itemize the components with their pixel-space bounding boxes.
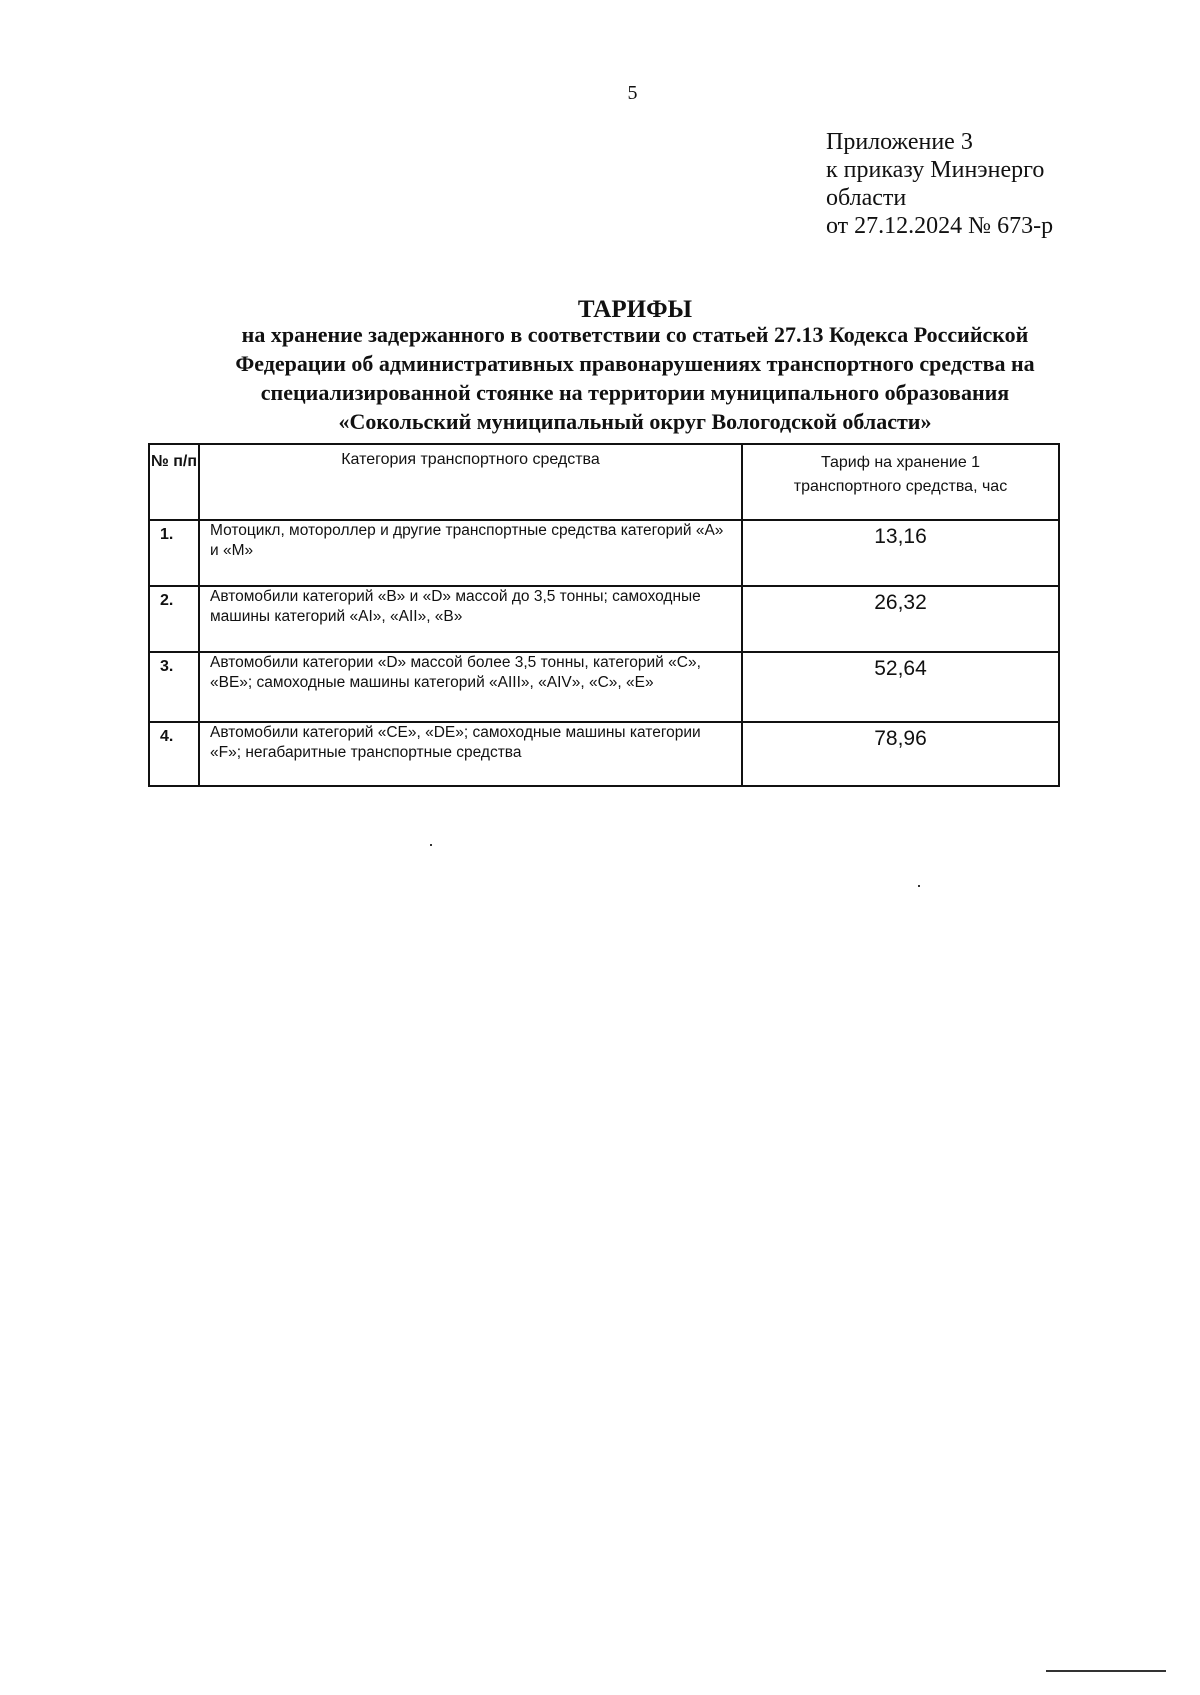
row-num: 3. [149, 652, 199, 722]
header-category: Категория транспортного средства [199, 444, 742, 520]
page-number: 5 [627, 82, 638, 104]
appendix-line: от 27.12.2024 № 673-р [826, 213, 1054, 239]
row-tariff: 52,64 [742, 652, 1059, 722]
row-category [199, 520, 742, 586]
subtitle-line: на хранение задержанного в соответствии со статьей 27.13 Кодекса Российской [241, 322, 1029, 347]
table-row [149, 520, 1059, 586]
row-num: 2. [149, 586, 199, 652]
header-tariff-line: Тариф на хранение 1 [820, 454, 981, 471]
footer-rule [1046, 1670, 1166, 1672]
header-num: № п/п [149, 444, 199, 520]
header-tariff-line: транспортного средства, час [793, 478, 1008, 495]
row-category-text: Автомобили категорий «СЕ», «DE»; самоходные машины категории «F»; негабаритные транспортные средства [210, 724, 701, 761]
row-category [199, 722, 742, 786]
table-row [149, 586, 1059, 652]
row-num: 1. [149, 520, 199, 586]
subtitle-line: «Сокольский муниципальный округ Вологодской области» [338, 409, 932, 434]
row-num: 4. [149, 722, 199, 786]
row-category-text: Автомобили категории «D» массой более 3,5 тонны, категорий «С», «ВЕ»; самоходные машины категорий «AIII», «AIV», «С», «Е» [210, 654, 701, 691]
row-tariff: 13,16 [742, 520, 1059, 586]
row-tariff: 26,32 [742, 586, 1059, 652]
appendix-block [826, 128, 1053, 240]
row-category [199, 586, 742, 652]
table-header-row [149, 444, 1059, 520]
scan-speck [430, 844, 432, 846]
scan-speck [918, 885, 920, 887]
row-category-text: Автомобили категорий «В» и «D» массой до 3,5 тонны; самоходные машины категорий «AI», «AII», «В» [210, 588, 701, 625]
subtitle-line: Федерации об административных правонарушениях транспортного средства на [235, 351, 1035, 376]
appendix-line: области [826, 185, 907, 211]
appendix-line: Приложение 3 [826, 129, 973, 155]
row-category [199, 652, 742, 722]
row-tariff: 78,96 [742, 722, 1059, 786]
table-row [149, 652, 1059, 722]
row-category-text: Мотоцикл, мотороллер и другие транспортные средства категорий «А» и «М» [210, 522, 724, 559]
document-subtitle [160, 320, 1110, 436]
table-row [149, 722, 1059, 786]
subtitle-line: специализированной стоянке на территории муниципального образования [260, 380, 1010, 405]
appendix-line: к приказу Минэнерго [826, 157, 1045, 183]
header-tariff [742, 444, 1059, 520]
tariffs-table [148, 443, 1060, 787]
document-title: ТАРИФЫ [577, 296, 693, 323]
